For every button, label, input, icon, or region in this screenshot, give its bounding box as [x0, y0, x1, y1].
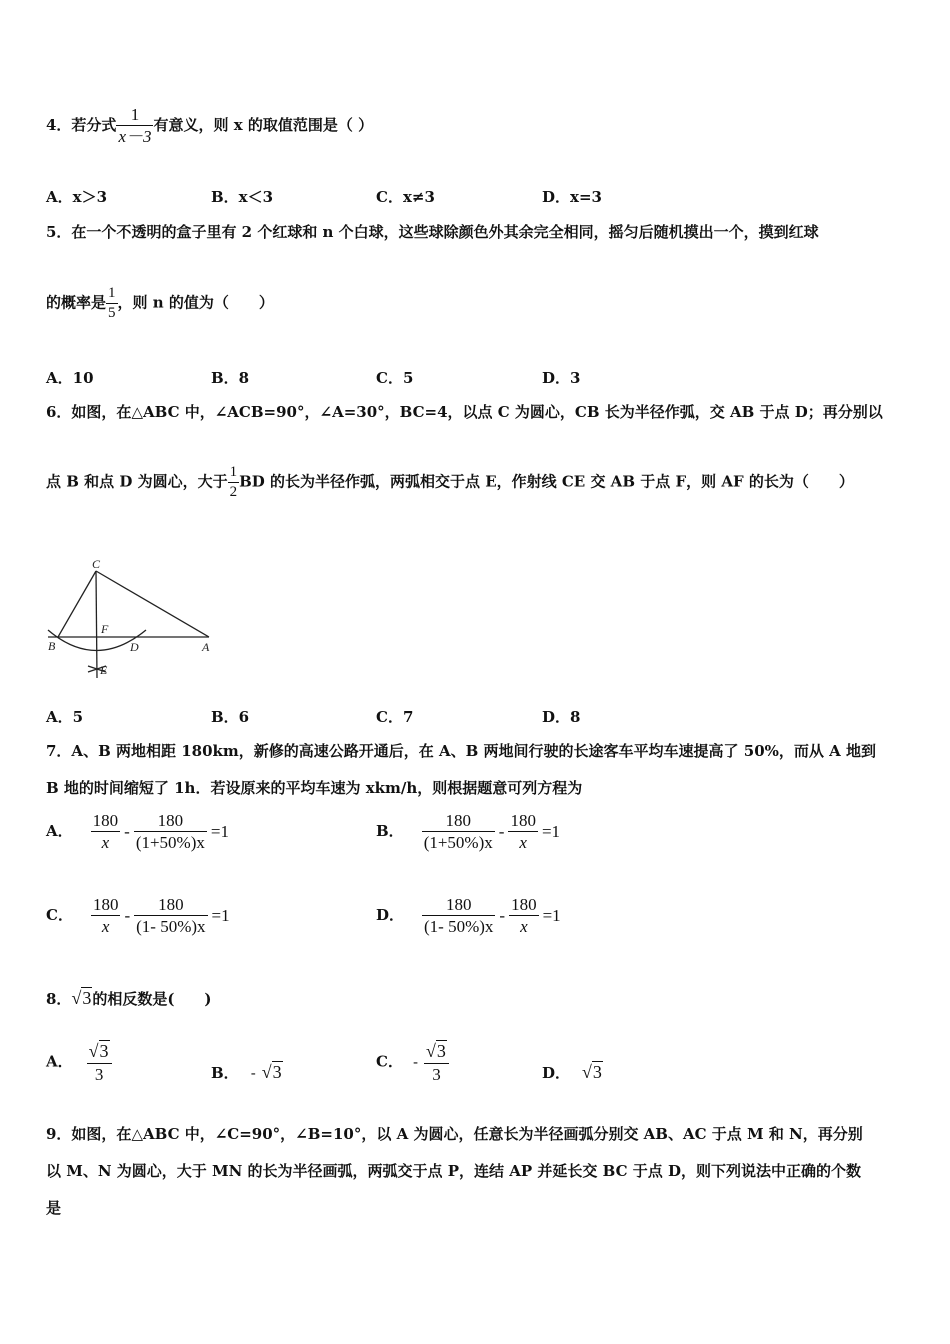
q8-option-d[interactable]: D． √3	[542, 1062, 602, 1082]
q8-option-b[interactable]: B． - √3	[211, 1062, 282, 1082]
q6-fraction: $\frac{1}{2}$	[229, 464, 238, 500]
q5-stem-line2: 的概率是 $\frac{1}{5}$ ，则 n 的值为（ ）	[46, 285, 274, 321]
label-f: F	[101, 622, 109, 636]
q4-suffix: 有意义，则 x 的取值范围是（ ）	[153, 115, 374, 134]
q5-option-b[interactable]: B．8	[211, 369, 250, 387]
q7-option-c[interactable]: C． $\frac{180}{x}$ - $\frac{180}{(1- 50\%)x}$ =1	[46, 895, 230, 937]
q9-stem-line1: 9．如图，在△ABC 中，∠C=90°，∠B=10°，以 A 为圆心，任意长为半径画弧分别交 AB、AC 于点 M 和 N，再分别	[46, 1125, 863, 1143]
q7-option-d[interactable]: D． $\frac{180}{(1- 50\%)x}$ - $\frac{180}{x}$ =1	[376, 895, 561, 937]
q6-stem-line1: 6．如图，在△ABC 中，∠ACB=90°，∠A=30°，BC=4，以点 C 为圆心，CB 长为半径作弧，交 AB 于点 D；再分别以	[46, 403, 883, 421]
q5-option-d[interactable]: D．3	[542, 369, 581, 387]
q6-stem-line2: 点 B 和点 D 为圆心，大于 $\frac{1}{2}$ BD 的长为半径作弧，两弧相交于点 E，作射线 CE 交 AB 于点 F，则 AF 的长为（ ）	[46, 464, 854, 500]
q6-option-c[interactable]: C．7	[376, 708, 414, 726]
label-a: A	[202, 640, 210, 654]
label-e: E	[100, 663, 108, 677]
q4-option-c[interactable]: C．x≠3	[376, 188, 435, 206]
q6-figure-svg	[44, 556, 219, 681]
q4-prefix: 4．若分式	[46, 115, 117, 134]
q4-option-b[interactable]: B．x＜3	[211, 188, 274, 206]
segment-bc	[58, 571, 96, 637]
segment-ca	[96, 571, 209, 637]
ray-ce	[96, 571, 97, 678]
q7-option-b[interactable]: B． $\frac{180}{(1+50\%)x}$ - $\frac{180}{x}$ =1	[376, 811, 561, 853]
q5-option-a[interactable]: A．10	[46, 369, 94, 387]
q6-option-b[interactable]: B．6	[211, 708, 250, 726]
q9-stem-line3: 是	[46, 1199, 62, 1217]
q8-option-a[interactable]: A． $\frac{√3}{3}$	[46, 1040, 112, 1085]
q4-option-d[interactable]: D．x=3	[542, 188, 602, 206]
q8-sqrt: √3	[71, 988, 92, 1008]
q6-option-d[interactable]: D．8	[542, 708, 581, 726]
q5-option-c[interactable]: C．5	[376, 369, 414, 387]
q4-stem	[46, 104, 373, 148]
label-b: B	[48, 639, 56, 653]
q6-triangle-figure	[44, 556, 219, 685]
q7-stem-line1: 7．A、B 两地相距 180km，新修的高速公路开通后，在 A、B 两地间行驶的长途客车平均车速提高了 50%，而从 A 地到	[46, 742, 876, 760]
q6-option-a[interactable]: A．5	[46, 708, 84, 726]
label-c: C	[92, 557, 101, 571]
q4-fraction: $\frac{1}{x-3}$	[118, 105, 152, 147]
q7-stem-line2: B 地的时间缩短了 1h．若设原来的平均车速为 xkm/h，则根据题意可列方程为	[46, 779, 583, 797]
q7-option-a[interactable]: A． $\frac{180}{x}$ - $\frac{180}{(1+50\%)x}$ =1	[46, 811, 229, 853]
q5-stem-line1: 5．在一个不透明的盒子里有 2 个红球和 n 个白球，这些球除颜色外其余完全相同，摇匀后随机摸出一个，摸到红球	[46, 223, 819, 241]
q8-option-c[interactable]: C． - $\frac{√3}{3}$	[376, 1040, 449, 1085]
q8-stem: 8．√3的相反数是( )	[46, 988, 212, 1008]
label-d: D	[130, 640, 139, 654]
q4-option-a[interactable]: A．x＞3	[46, 188, 108, 206]
q5-fraction: $\frac{1}{5}$	[108, 285, 116, 321]
q9-stem-line2: 以 M、N 为圆心，大于 MN 的长为半径画弧，两弧交于点 P，连结 AP 并延长交 BC 于点 D，则下列说法中正确的个数	[46, 1162, 861, 1180]
